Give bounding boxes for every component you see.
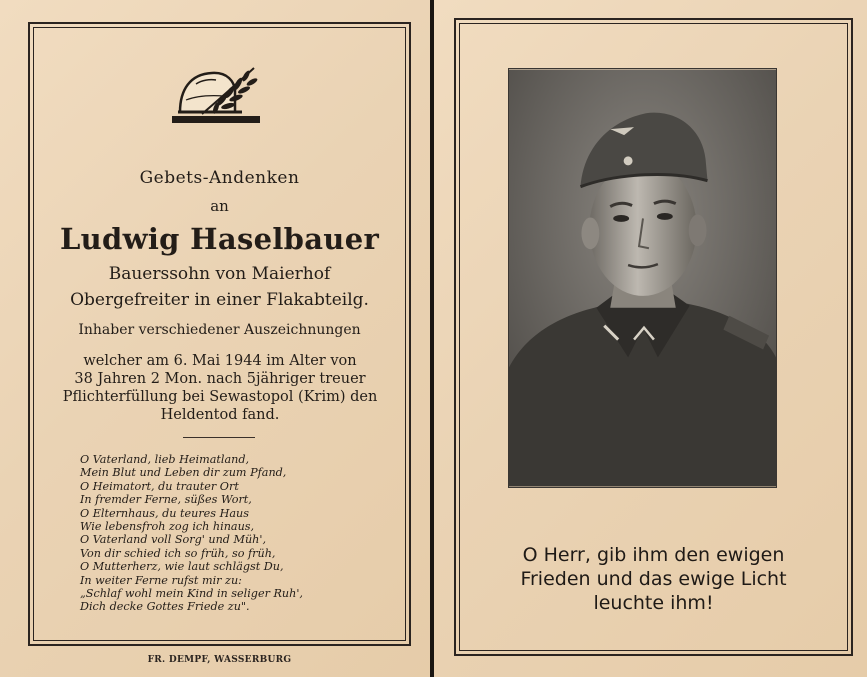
printer-imprint: FR. DEMPF, WASSERBURG: [147, 655, 292, 665]
origin-subtitle: Bauerssohn von Maierhof: [108, 264, 331, 284]
poem-line: O Vaterland, lieb Heimatland,: [80, 453, 250, 466]
poem-line: Wie lebensfroh zog ich hinaus,: [80, 520, 255, 534]
poem-line: In fremder Ferne, süßes Wort,: [80, 493, 252, 507]
poem-line: O Heimatort, du trauter Ort: [80, 479, 239, 493]
poem-line: „Schlaf wohl mein Kind in seliger Ruh',: [80, 587, 303, 601]
prayer-line: Frieden und das ewige Licht: [520, 568, 787, 590]
poem-line: In weiter Ferne rufst mir zu:: [80, 573, 242, 587]
soldier-portrait-photo: [508, 68, 777, 488]
poem-line: Mein Blut und Leben dir zum Pfand,: [80, 466, 287, 480]
memorial-card-right: [434, 0, 867, 677]
deceased-name: Ludwig Haselbauer: [59, 222, 380, 256]
death-line: Pflichterfüllung bei Sewastopol (Krim) den: [62, 389, 378, 405]
memorial-card-left: [0, 0, 430, 677]
poem-line: O Mutterherz, wie laut schlägst Du,: [80, 560, 284, 574]
honors-text: Inhaber verschiedener Auszeichnungen: [78, 322, 361, 338]
prayer-line: O Herr, gib ihm den ewigen: [522, 544, 785, 566]
poem-line: O Elternhaus, du teures Haus: [80, 506, 249, 520]
poem-line: Dich decke Gottes Friede zu".: [80, 600, 250, 614]
card-heading: Gebets-Andenken: [139, 168, 300, 188]
memorial-poem: [80, 453, 380, 614]
prayer-line: leuchte ihm!: [593, 592, 714, 614]
poem-line: Von dir schied ich so früh, so früh,: [80, 546, 276, 560]
death-line: Heldentod fand.: [160, 407, 280, 423]
preposition-text: an: [210, 197, 229, 215]
rank-subtitle: Obergefreiter in einer Flakabteilg.: [70, 290, 369, 310]
divider-line: [183, 437, 255, 438]
death-line: 38 Jahren 2 Mon. nach 5jähriger treuer: [74, 371, 366, 387]
poem-line: O Vaterland voll Sorg' und Müh',: [80, 533, 267, 547]
death-line: welcher am 6. Mai 1944 im Alter von: [83, 353, 357, 369]
helmet-laurel-icon: [172, 62, 262, 128]
death-details: [55, 352, 385, 424]
